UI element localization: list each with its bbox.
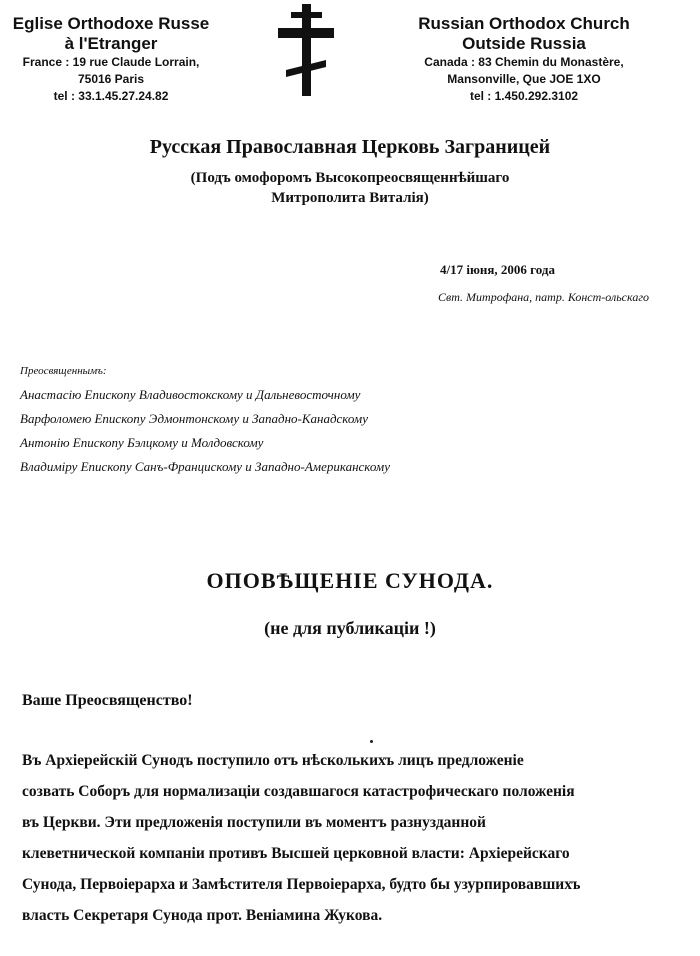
addressee-list (20, 363, 620, 479)
body-line: въ Церкви. Эти предложенія поступили въ моментъ разнузданной (22, 814, 486, 831)
body-line: созвать Соборъ для нормализаціи создавшагося катастрофическаго положенія (22, 783, 575, 800)
body-line: Въ Архіерейскій Сунодъ поступило отъ нѣсколькихъ лицъ предложеніе (22, 752, 524, 769)
letterhead-title: Русская Православная Церковь Заграницей (149, 136, 551, 158)
addressee-heading: Преосвященнымъ: (20, 365, 107, 377)
letterhead-subtitle-line2: Митрополита Виталія) (271, 190, 429, 206)
letter-date: 4/17 іюня, 2006 года (440, 262, 555, 277)
addressee-line: Владиміру Епископу Санъ-Францискому и Западно-Американскому (20, 459, 390, 474)
not-for-publication-note: (не для публикаціи !) (264, 618, 436, 638)
header-left-title-line2: à l'Etranger (64, 34, 158, 53)
orthodox-cross-icon (278, 4, 334, 96)
letter-body (22, 745, 700, 931)
notice-title: ОПОВѢЩЕНІЕ СУНОДА. (206, 568, 494, 593)
body-line: Сунода, Первоіерарха и Замѣстителя Первоіерарха, будто бы узурпировавшихъ (22, 876, 581, 893)
header-right-address-line1: Canada : 83 Chemin du Monastère, (424, 55, 624, 69)
letterhead-subtitle (120, 168, 580, 208)
header-left-phone: tel : 33.1.45.27.24.82 (53, 89, 169, 103)
header-left (6, 14, 216, 105)
body-line: власть Секретаря Сунода прот. Веніамина Жукова. (22, 907, 383, 924)
body-line: клеветнической компаніи противъ Высшей церковной власти: Архіерейскаго (22, 845, 570, 862)
header-right-title-line2: Outside Russia (462, 34, 586, 53)
addressee-line: Антонію Епископу Бэлцкому и Молдовскому (20, 435, 264, 450)
header-right-phone: tel : 1.450.292.3102 (469, 89, 579, 103)
addressee-line: Анастасію Епископу Владивостокскому и Дальневосточному (20, 387, 361, 402)
header-left-address-line1: France : 19 rue Claude Lorrain, (22, 55, 200, 69)
greeting: Ваше Преосвященство! (22, 692, 193, 709)
feast-day: Свт. Митрофана, патр. Конст-ольскаго (438, 290, 649, 304)
ink-speck (370, 740, 373, 743)
addressee-line: Варфоломею Епископу Эдмонтонскому и Западно-Канадскому (20, 411, 368, 426)
header-right (395, 14, 653, 105)
header-right-address-line2: Mansonville, Que JOE 1XO (447, 72, 601, 86)
header-left-title-line1: Eglise Orthodoxe Russe (12, 14, 210, 33)
header-right-title-line1: Russian Orthodox Church (418, 14, 630, 33)
header-left-address-line2: 75016 Paris (77, 72, 145, 86)
letterhead-subtitle-line1: (Подъ омофоромъ Высокопреосвященнѣйшаго (190, 170, 510, 186)
